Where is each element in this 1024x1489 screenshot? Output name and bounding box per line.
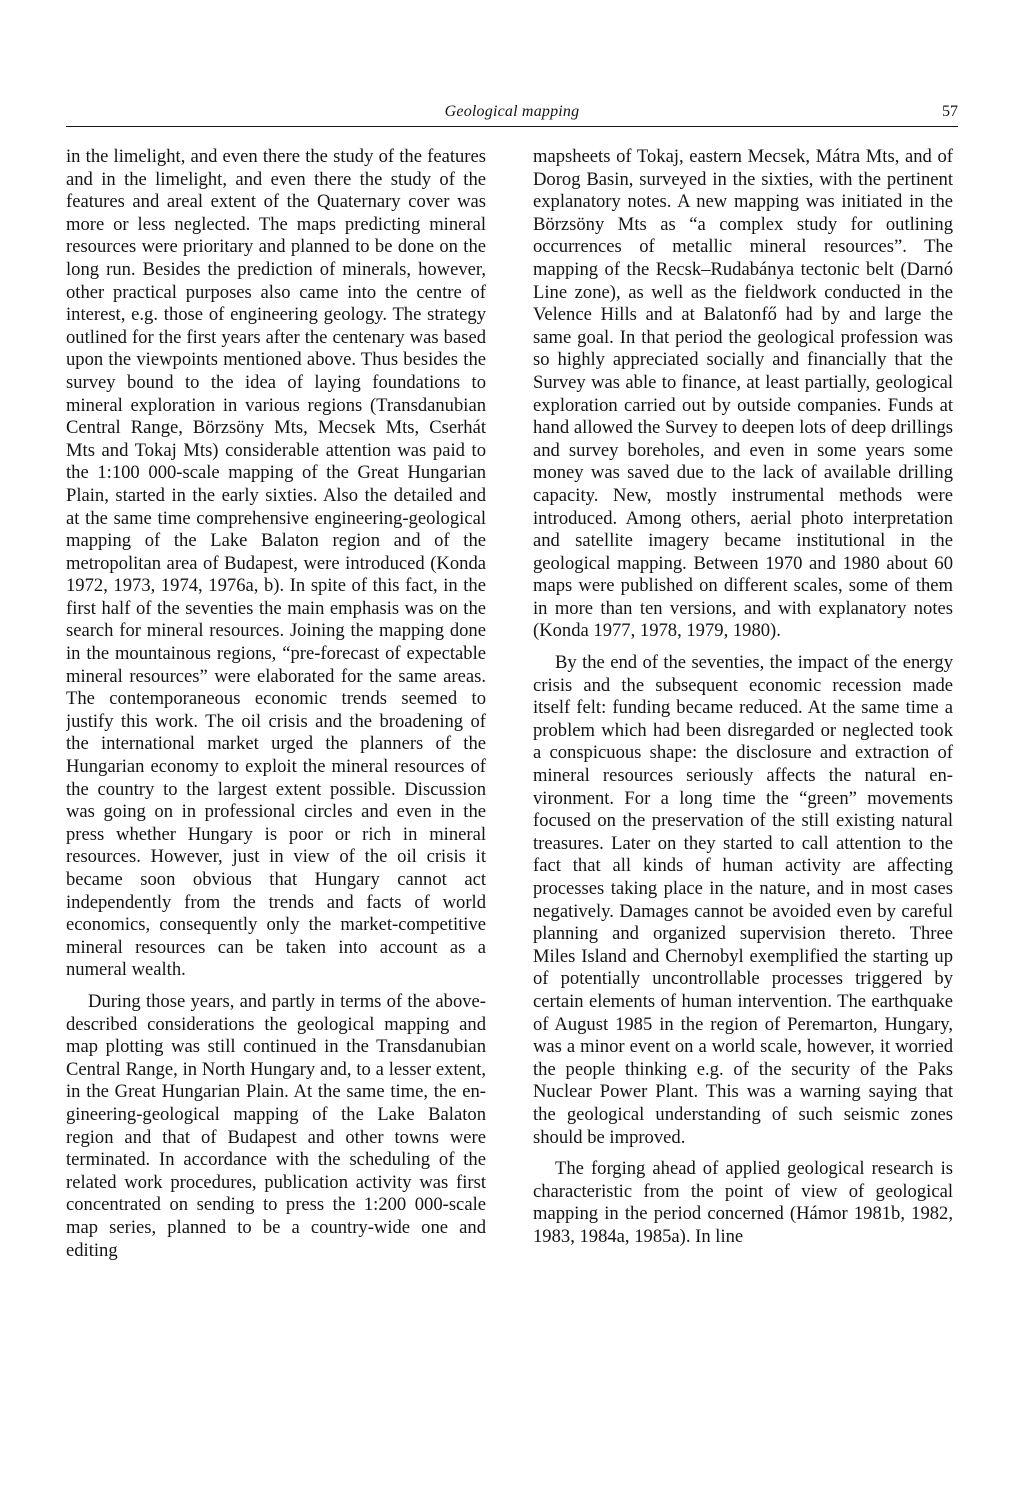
paragraph: The forging ahead of applied geological research is characteristic from the point of view of geological mapping in the period concerned (Hámor 1981b, 1982, 1983, 1984a, 1985a). In line xyxy=(533,1158,953,1247)
paragraph: During those years, and partly in terms of the above-described considerations the geological mapping and map plotting was still continued in the Transdanubian Central Range, in North Hungary and, to a lesser extent, in the Great Hungarian Plain. At the same time, the engineering-geological mapping of the Lake Balaton region and that of Budapest and other towns were terminated. In accordance with the scheduling of the related work procedures, publication activity was first concentrated on sending to press the 1:200 000-scale map series, planned to be a country-wide one and editing xyxy=(66,990,486,1261)
right-column xyxy=(533,146,953,1386)
page-number: 57 xyxy=(942,103,958,120)
left-column xyxy=(66,146,486,1386)
paragraph: in the limelight, and even there the study of the features and in the limelight, and even there the study of the features and areal extent of the Quaternary cover was more or less neglected. The maps predicting mineral resources were prioritary and planned to be done on the long run. Besides the prediction of minerals, however, other practical purposes also came into the centre of interest, e.g. those of engineering geology. The strategy outlined for the first years after the centenary was based upon the viewpoints mentioned above. Thus besides the survey bound to the idea of laying foundations to mineral exploration in various regions (Transdanubian Central Range, Börzsöny Mts, Mecsek Mts, Cserhát Mts and Tokaj Mts) considerable attention was paid to the 1:100 000-scale mapping of the Great Hungarian Plain, started in the early sixties. Also the detailed and at the same time comprehensive engineering-geological mapping of the Lake Balaton region and of the metropolitan area of Budapest, were introduced (Konda 1972, 1973, 1974, 1976a, b). In spite of this fact, in the first half of the seventies the main emphasis was on the search for mineral resources. Joining the mapping done in the mountainous regions, “pre-forecast of expectable mineral resources” were elaborated for the same areas. The contemporaneous economic trends seemed to justify this work. The oil crisis and the broadening of the international market urged the planners of the Hungarian economy to exploit the mineral resources of the country to the largest extent possible. Discussion was going on in professional circles and even in the press whether Hungary is poor or rich in mineral resources. However, just in view of the oil crisis it became soon obvious that Hungary cannot act independently from the trends and facts of world economics, consequently only the market-competitive mineral resources can be taken into account as a numeral wealth. xyxy=(66,146,486,981)
running-title: Geological mapping xyxy=(444,103,580,120)
paragraph: mapsheets of Tokaj, eastern Mecsek, Mátra Mts, and of Dorog Basin, surveyed in the sixties, with the pertinent explanatory notes. A new mapping was initiated in the Börzsöny Mts as “a complex study for outlining occurrences of metallic mineral resources”. The mapping of the Recsk–Rudabánya tectonic belt (Darnó Line zone), as well as the fieldwork conducted in the Velence Hills and at Balatonfő had by and large the same goal. In that period the geological profession was so highly appreciated socially and financially that the Survey was able to finance, at least partially, geological exploration carried out by outside companies. Funds at hand allowed the Survey to deepen lots of deep drillings and survey boreholes, and even in some years some money was saved due to the lack of available drilling capacity. New, mostly instrumental methods were introduced. Among others, aerial photo interpretation and satellite imagery became institutional in the geological mapping. Between 1970 and 1980 about 60 maps were published on different scales, some of them in more than ten versions, and with explanatory notes (Konda 1977, 1978, 1979, 1980). xyxy=(533,146,953,642)
paragraph: By the end of the seventies, the impact of the energy crisis and the subsequent economic recession made itself felt: funding became reduced. At the same time a problem which had been disregarded or neglected took a conspicuous shape: the disclosure and extraction of mineral resources seriously affects the natural environment. For a long time the “green” movements focused on the preservation of the still existing natural treasures. Later on they started to call attention to the fact that all kinds of human activity are affecting processes taking place in the nature, and in most cases negatively. Damages cannot be avoided even by careful planning and organized supervision thereto. Three Miles Island and Chernobyl exemplified the starting up of potentially uncontrollable processes triggered by certain elements of human intervention. The earthquake of August 1985 in the region of Peremarton, Hungary, was a minor event on a world scale, however, it worried the people thinking e.g. of the security of the Paks Nuclear Power Plant. This was a warning saying that the geological understanding of such seismic zones should be improved. xyxy=(533,652,953,1148)
running-head xyxy=(66,100,958,127)
